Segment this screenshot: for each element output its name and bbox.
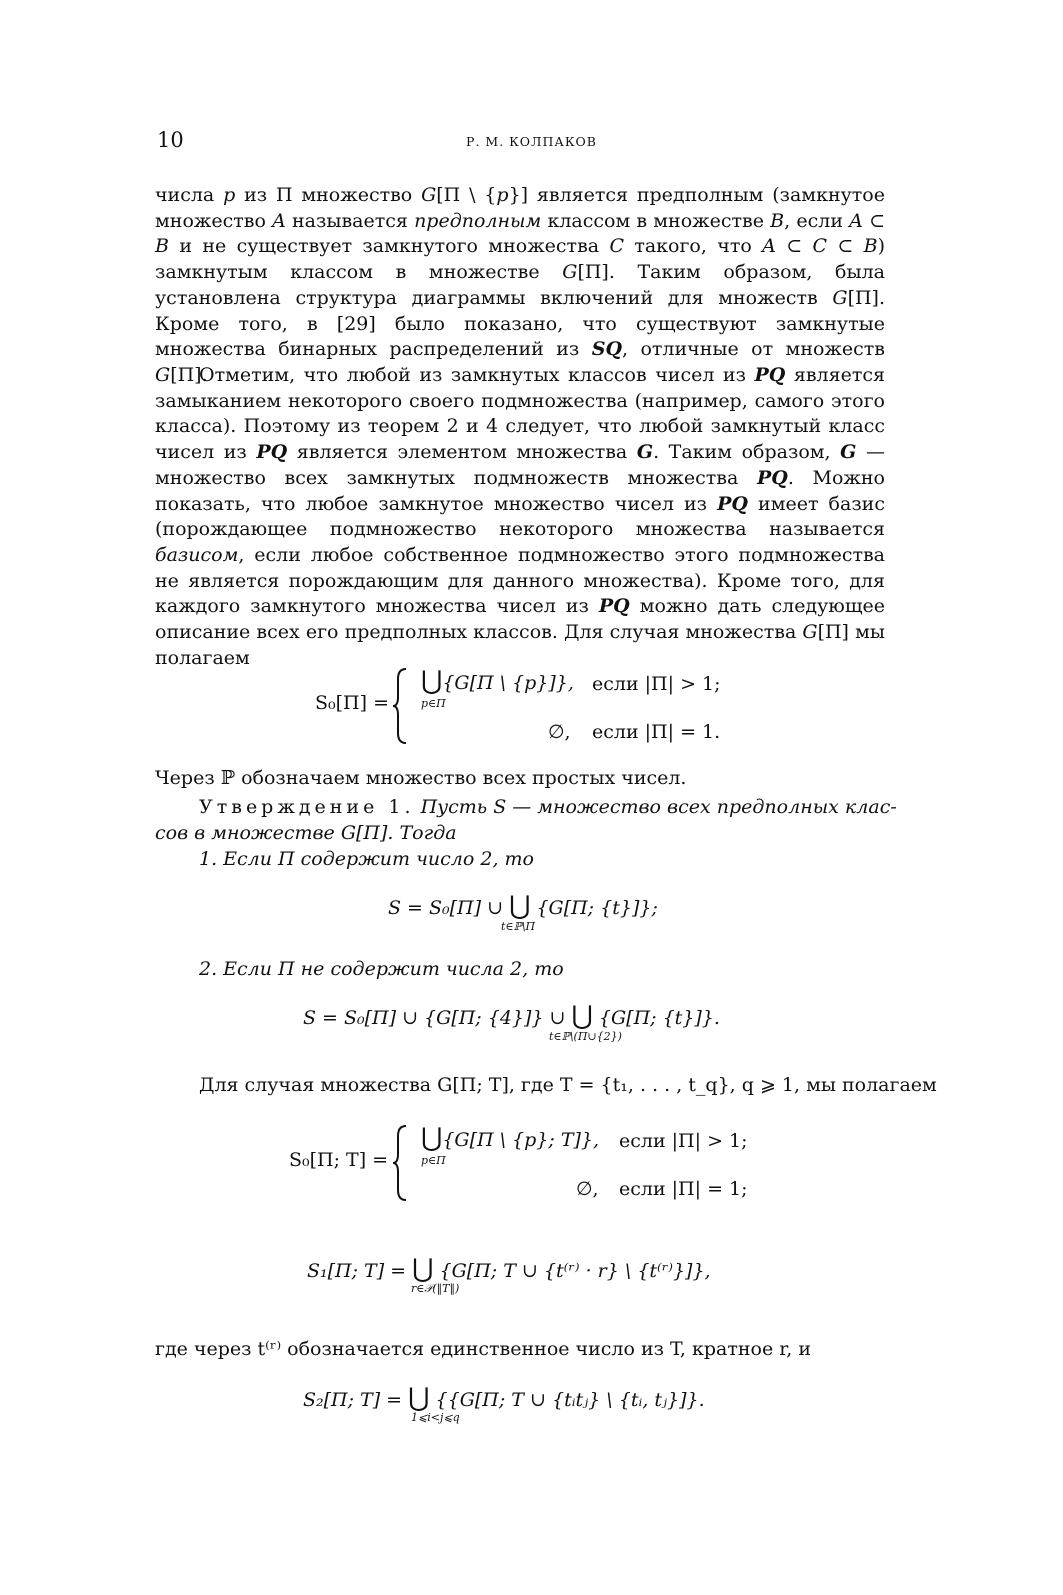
statement-item-1: 1. Если Π содержит число 2, то xyxy=(199,848,534,870)
eq-s0-case1-index: p∈Π xyxy=(421,697,446,710)
eq-s1t-index: r∈𝒫(‖T‖) xyxy=(411,1282,460,1295)
bigcup-symbol: ⋃ xyxy=(412,1254,434,1284)
eq-item2-index: t∈ℙ\(Π∪{2}) xyxy=(549,1030,622,1043)
bigcup-symbol: ⋃ xyxy=(421,1123,443,1153)
bigcup-symbol: ⋃ xyxy=(509,891,531,921)
eq-item1: S = S₀[Π] ∪ ⋃ {G[Π; {t}]}; xyxy=(388,891,658,921)
eq-s0t-case2: ∅, xyxy=(576,1178,599,1200)
eq-item2: S = S₀[Π] ∪ {G[Π; {4}]} ∪ ⋃ {G[Π; {t}]}. xyxy=(303,1001,720,1031)
eq-item1-index: t∈ℙ\Π xyxy=(501,920,536,933)
eq-s0-case1-cond: если |Π| > 1; xyxy=(592,673,721,695)
eq-s0t-case1-cond: если |Π| > 1; xyxy=(619,1130,748,1152)
left-brace-icon xyxy=(392,667,410,745)
page-number: 10 xyxy=(157,128,184,152)
eq-s2t-index: 1⩽i<j⩽q xyxy=(411,1411,460,1424)
bigcup-symbol: ⋃ xyxy=(421,666,443,696)
statement-line-2: сов в множестве G[Π]. Тогда xyxy=(155,822,457,844)
paragraph-2: Отметим, что любой из замкнутых классов чисел из PQ является замыканием некоторого своего подмножества (например, самого этого класса). Поэтому из теорем 2 и 4 следует, что любой замкнутый класс чисел из PQ является элементом множества G. Таким образом, G — множество всех замкнутых подмножеств множества PQ. Можно показать, что любое замкнутое множество чисел из PQ имеет базис (порождающее подмножество некоторого множества называется базисом, если любое собственное подмножество этого подмножества не является порождающим для данного множества). Кроме того, для каждого замкнутого множества чисел из PQ можно дать следующее описание всех его предполных классов. Для случая множества G[Π] мы полагаем xyxy=(155,364,886,669)
paragraph-1: числа p из Π множество G[Π \ {p}] является предполным (замкнутое множество A называется предполным классом в множестве B, если A ⊂ B и не существует замкнутого множества C такого, что A ⊂ C ⊂ B) замкнутым классом в множестве G[Π]. Таким образом, была установлена структура диаграммы включений для множеств G[Π]. Кроме того, в [29] было показано, что существуют замкнутые множества бинарных распределений из SQ, отличные от множеств G[Π]. xyxy=(155,184,885,386)
case-t-line: Для случая множества G[Π; T], где T = {t₁, . . . , t_q}, q ⩾ 1, мы полагаем xyxy=(199,1074,937,1096)
eq-s0t-lhs: S₀[Π; T] = xyxy=(289,1149,389,1171)
eq-s0-case2: ∅, xyxy=(548,721,571,743)
eq-s0-lhs: S₀[Π] = xyxy=(315,692,389,714)
bigcup-symbol: ⋃ xyxy=(571,1001,593,1031)
primes-definition: Через ℙ обозначаем множество всех простых чисел. xyxy=(155,767,687,789)
eq-s2t: S₂[Π; T] = ⋃ {{G[Π; T ∪ {tᵢtⱼ} \ {tᵢ, tⱼ}]}. xyxy=(303,1383,705,1413)
statement-item-2: 2. Если Π не содержит числа 2, то xyxy=(199,958,564,980)
eq-s0-case2-cond: если |Π| = 1. xyxy=(592,721,721,743)
eq-s0t-case2-cond: если |Π| = 1; xyxy=(619,1178,748,1200)
eq-s1t: S₁[Π; T] = ⋃ {G[Π; T ∪ {t⁽ʳ⁾ · r} \ {t⁽ʳ⁾}]}, xyxy=(307,1254,711,1284)
bigcup-symbol: ⋃ xyxy=(408,1383,430,1413)
left-brace-icon xyxy=(392,1124,410,1202)
eq-s0t-case1-index: p∈Π xyxy=(421,1154,446,1167)
eq-s0-case1: ⋃{G[Π \ {p}]}, xyxy=(421,666,574,696)
where-line: где через t⁽ʳ⁾ обозначается единственное число из T, кратное r, и xyxy=(155,1338,811,1360)
statement-line-1: Утверждение 1. Пусть S — множество всех предполных клас- xyxy=(199,796,897,818)
statement-label: Утверждение 1. xyxy=(199,796,415,818)
eq-s0t-case1: ⋃{G[Π \ {p}; T]}, xyxy=(421,1123,600,1153)
running-title: Р. М. КОЛПАКОВ xyxy=(466,134,597,149)
